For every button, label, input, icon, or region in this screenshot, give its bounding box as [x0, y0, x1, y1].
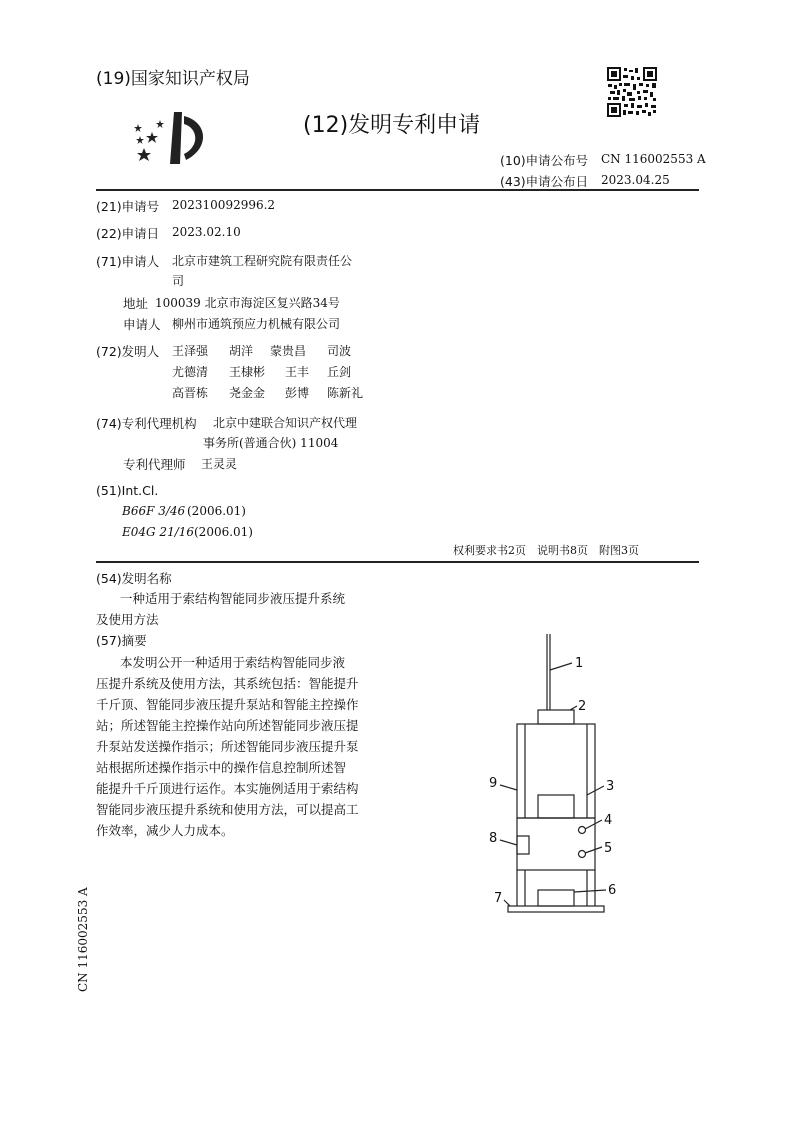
applicant-line-2: 司 [172, 274, 185, 288]
intcl-code: E04G 21/16 [122, 525, 195, 539]
address-label: 地址 [123, 296, 149, 311]
inventor: 丘剑 [327, 365, 352, 379]
application-number: 202310092996.2 [172, 198, 276, 212]
agent-label: 专利代理师 [123, 457, 186, 472]
figure-label-5: 5 [604, 841, 613, 856]
publication-date-label: (43)申请公布日 [500, 174, 589, 189]
figure-label-1: 1 [575, 656, 584, 671]
inventor: 王泽强 [172, 344, 209, 358]
abstract-line: 智能同步液压提升系统和使用方法，可以提高工 [96, 802, 359, 817]
header-divider [96, 189, 699, 191]
office-name: (19)国家知识产权局 [96, 69, 250, 89]
abstract-line: 作效率，减少人力成本。 [96, 823, 234, 838]
abstract-line: 站；所述智能主控操作站向所述智能同步液压提 [96, 718, 359, 733]
inventor: 王丰 [285, 365, 310, 379]
publication-number: CN 116002553 A [601, 152, 706, 166]
invention-title-label: (54)发明名称 [96, 571, 172, 586]
figure-label-6: 6 [608, 883, 617, 898]
abstract-line: 站根据所述操作指示中的操作信息控制所述智 [96, 760, 347, 775]
agent: 王灵灵 [201, 457, 238, 471]
qr-code-image [607, 67, 657, 117]
figure-label-2: 2 [578, 699, 587, 714]
inventor: 蒙贵昌 [270, 344, 307, 358]
inventor: 彭博 [285, 386, 310, 400]
figure-label-8: 8 [489, 831, 498, 846]
agency-line-1: 北京中建联合知识产权代理 [213, 416, 358, 430]
section-divider [96, 561, 699, 563]
inventor: 尧金金 [229, 386, 266, 400]
cnipa-logo [130, 108, 210, 168]
intcl-code: B66F 3/46 [122, 504, 186, 518]
intcl-date: (2006.01) [187, 504, 246, 518]
abstract-line: 千斤顶、智能同步液压提升泵站和智能主控操作 [96, 697, 359, 712]
agency-line-2: 事务所(普通合伙) 11004 [203, 436, 339, 450]
applicant-line-1: 北京市建筑工程研究院有限责任公 [172, 254, 353, 268]
applicant-label: (71)申请人 [96, 254, 160, 269]
publication-date: 2023.04.25 [601, 173, 670, 187]
inventor: 王棣彬 [229, 365, 266, 379]
intcl-label: (51)Int.Cl. [96, 483, 159, 498]
application-date: 2023.02.10 [172, 225, 241, 239]
address: 100039 北京市海淀区复兴路34号 [155, 296, 340, 310]
inventor: 胡洋 [229, 344, 254, 358]
abstract-figure [480, 630, 620, 920]
side-publication-number: CN 116002553 A [76, 887, 90, 992]
figure-label-4: 4 [604, 813, 613, 828]
inventor: 高晋栋 [172, 386, 209, 400]
abstract-label: (57)摘要 [96, 633, 147, 648]
figure-label-3: 3 [606, 779, 615, 794]
abstract-line: 能提升千斤顶进行运作。本实施例适用于索结构 [96, 781, 359, 796]
inventor-label: (72)发明人 [96, 344, 160, 359]
inventor: 司波 [327, 344, 352, 358]
applicant2: 柳州市通筑预应力机械有限公司 [172, 317, 341, 331]
application-date-label: (22)申请日 [96, 226, 160, 241]
intcl-date: (2006.01) [194, 525, 253, 539]
invention-title-line-1: 一种适用于索结构智能同步液压提升系统 [120, 591, 346, 606]
document-type: (12)发明专利申请 [303, 113, 481, 138]
abstract-line: 压提升系统及使用方法，其系统包括：智能提升 [96, 676, 359, 691]
figure-label-7: 7 [494, 891, 503, 906]
agency-label: (74)专利代理机构 [96, 416, 197, 431]
applicant2-label: 申请人 [123, 317, 161, 332]
abstract-line: 本发明公开一种适用于索结构智能同步液 [120, 655, 346, 670]
invention-title-line-2: 及使用方法 [96, 612, 159, 627]
publication-number-label: (10)申请公布号 [500, 153, 589, 168]
inventor: 陈新礼 [327, 386, 364, 400]
inventor: 尤德清 [172, 365, 209, 379]
abstract-line: 升泵站发送操作指示；所述智能同步液压提升泵 [96, 739, 359, 754]
figure-label-9: 9 [489, 776, 498, 791]
pages-info: 权利要求书2页 说明书8页 附图3页 [453, 544, 639, 557]
application-number-label: (21)申请号 [96, 199, 160, 214]
